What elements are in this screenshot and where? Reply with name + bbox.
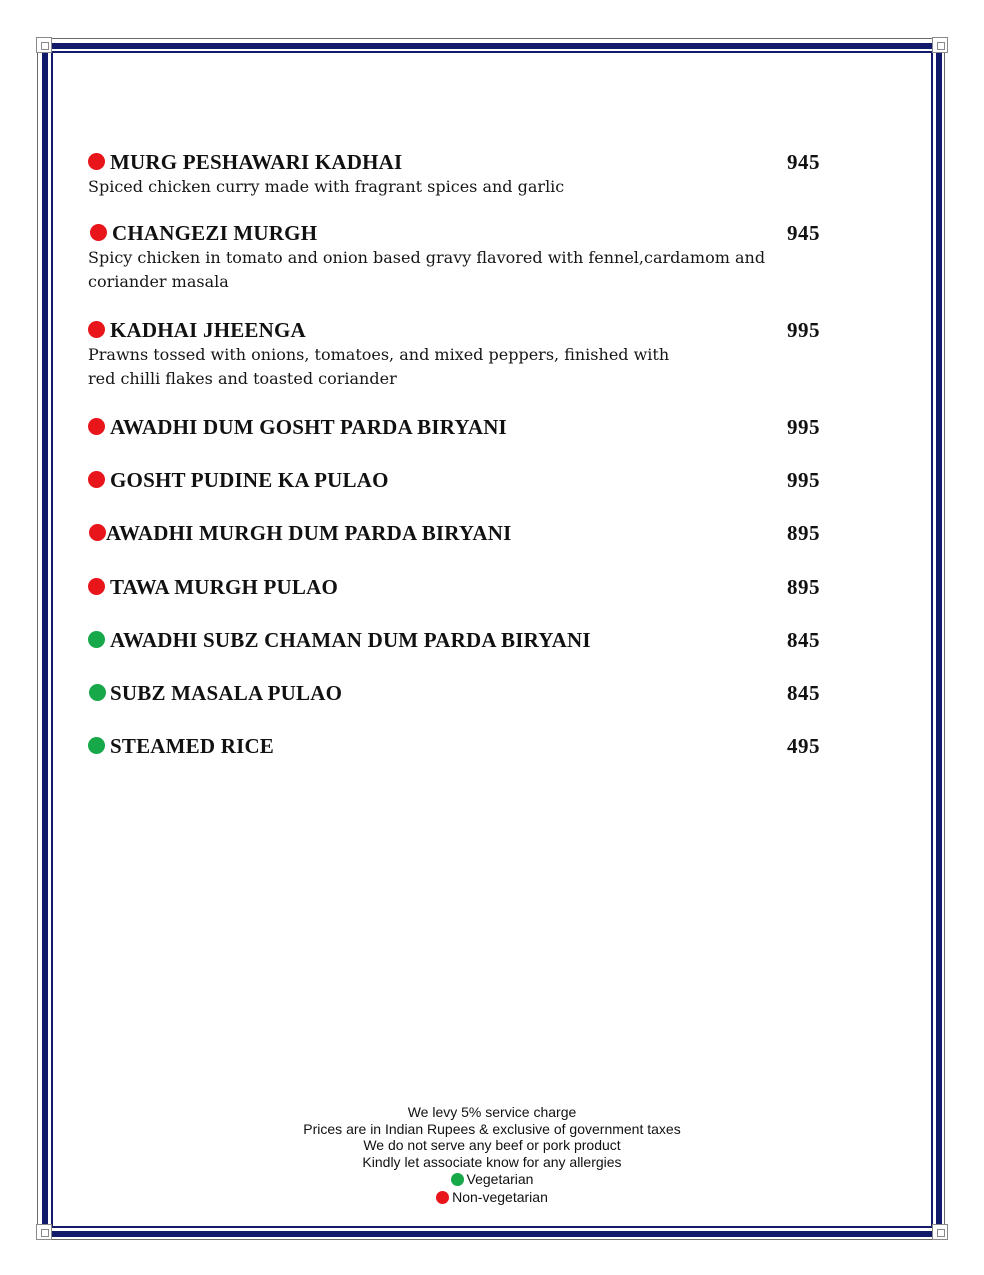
menu-item-name: MURG PESHAWARI KADHAI xyxy=(110,150,403,174)
frame-corner-ornament xyxy=(36,1224,52,1240)
menu-item-name: SUBZ MASALA PULAO xyxy=(110,681,343,705)
menu-item-description-line: Prawns tossed with onions, tomatoes, and mixed peppers, finished with xyxy=(88,345,670,364)
menu-item-price: 895 xyxy=(787,575,820,599)
menu-item-description: Spicy chicken in tomato and onion based gravy flavored with fennel,cardamom and coriander masala xyxy=(88,248,766,291)
menu-item-name: AWADHI MURGH DUM PARDA BIRYANI xyxy=(106,521,512,545)
menu-item-description-line: red chilli flakes and toasted coriander xyxy=(88,369,397,388)
frame-corner-ornament xyxy=(932,1224,948,1240)
menu-item-description: Spiced chicken curry made with fragrant spices and garlic xyxy=(88,177,565,196)
menu-item-price: 845 xyxy=(787,628,820,652)
menu-item-price: 845 xyxy=(787,681,820,705)
menu-item-name: STEAMED RICE xyxy=(110,734,275,758)
menu-item-price: 895 xyxy=(787,521,820,545)
menu-item-name: AWADHI DUM GOSHT PARDA BIRYANI xyxy=(110,415,507,439)
menu-item-name: CHANGEZI MURGH xyxy=(112,221,318,245)
non-veg-dot-icon xyxy=(90,224,107,241)
menu-item-header xyxy=(88,220,828,246)
allergy-note: Kindly let associate know for any allergies xyxy=(362,1154,622,1171)
menu-item xyxy=(88,733,828,759)
legend-vegetarian-label: Vegetarian xyxy=(466,1170,534,1187)
menu-item-name: GOSHT PUDINE KA PULAO xyxy=(110,468,389,492)
prices-note: Prices are in Indian Rupees & exclusive of government taxes xyxy=(303,1120,681,1137)
frame-corner-ornament xyxy=(36,37,52,53)
veg-dot-icon xyxy=(451,1173,464,1186)
veg-dot-icon xyxy=(89,684,106,701)
menu-item-header xyxy=(88,574,828,600)
frame-corner-ornament xyxy=(932,37,948,53)
menu-item xyxy=(88,627,828,653)
non-veg-dot-icon xyxy=(88,418,105,435)
non-veg-dot-icon xyxy=(88,578,105,595)
menu-item-price: 995 xyxy=(787,415,820,439)
non-veg-dot-icon xyxy=(88,471,105,488)
service-charge-note: We levy 5% service charge xyxy=(407,1104,577,1120)
menu-item-price: 995 xyxy=(787,468,820,492)
non-veg-dot-icon xyxy=(88,321,105,338)
menu-item-header xyxy=(88,733,828,759)
menu-item xyxy=(88,149,828,199)
menu-item-header xyxy=(88,414,828,440)
menu-item-name: AWADHI SUBZ CHAMAN DUM PARDA BIRYANI xyxy=(110,628,591,652)
veg-dot-icon xyxy=(88,631,105,648)
menu-item-price: 495 xyxy=(787,734,820,758)
menu-item xyxy=(88,680,828,706)
menu-item xyxy=(88,520,828,546)
menu-item-header xyxy=(88,680,828,706)
non-veg-dot-icon xyxy=(436,1191,449,1204)
menu-item xyxy=(88,220,828,294)
legend-vegetarian xyxy=(200,1171,784,1190)
legend-non-vegetarian xyxy=(200,1189,784,1208)
footer-notes xyxy=(200,1104,784,1208)
menu-item xyxy=(88,467,828,493)
menu-item-name: KADHAI JHEENGA xyxy=(110,318,306,342)
beef-pork-note: We do not serve any beef or pork product xyxy=(363,1137,621,1154)
menu-item-price: 995 xyxy=(787,318,820,342)
menu-item xyxy=(88,317,828,391)
non-veg-dot-icon xyxy=(88,153,105,170)
menu-item-price: 945 xyxy=(787,150,820,174)
menu-item-header xyxy=(88,467,828,493)
menu-item-header xyxy=(88,627,828,653)
menu-item-name: TAWA MURGH PULAO xyxy=(110,575,338,599)
non-veg-dot-icon xyxy=(89,524,106,541)
veg-dot-icon xyxy=(88,737,105,754)
menu-item-price: 945 xyxy=(787,221,820,245)
menu-item-header xyxy=(88,149,828,175)
menu-item-header xyxy=(88,317,828,343)
menu-item xyxy=(88,414,828,440)
menu-item-header xyxy=(88,520,828,546)
legend-non-vegetarian-label: Non-vegetarian xyxy=(452,1189,548,1206)
menu-item xyxy=(88,574,828,600)
